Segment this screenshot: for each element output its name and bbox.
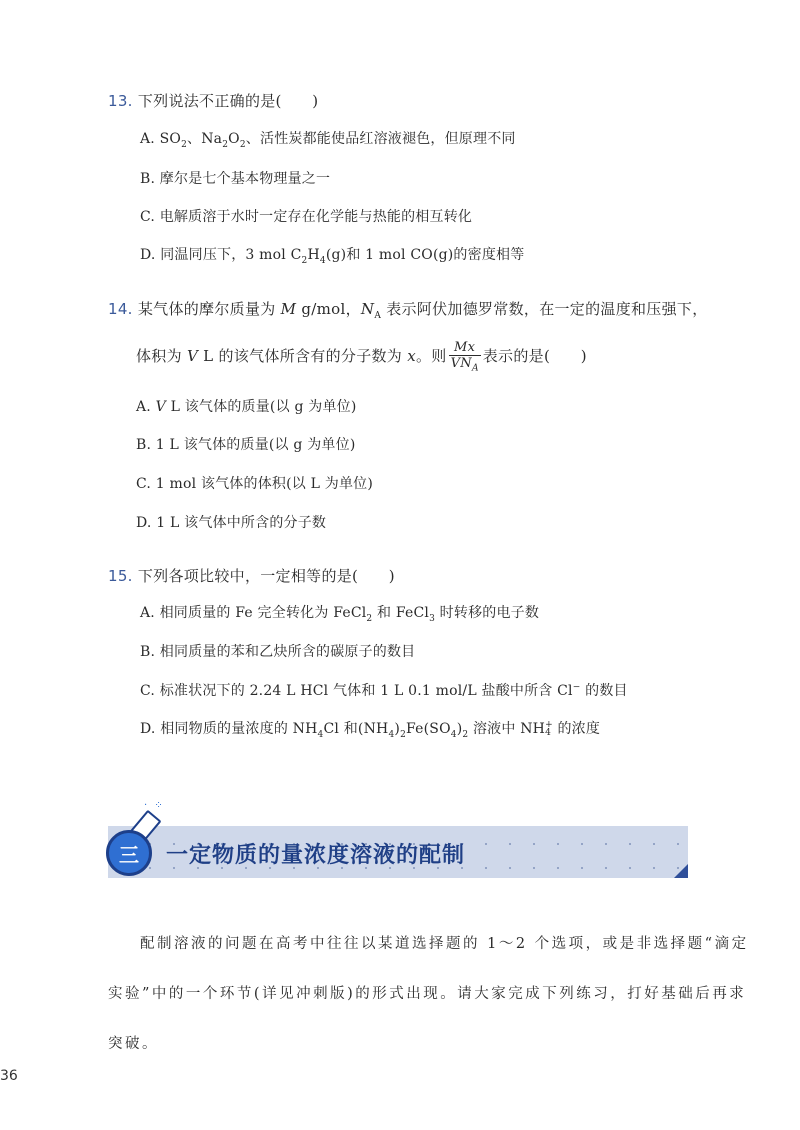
- q14-option-a: A. V L 该气体的质量(以 g 为单位): [136, 399, 357, 415]
- question-14-stem-line2: 体积为 V L 的该气体所含有的分子数为 x。则 $\frac{Mx}{VN_A}$ 表示的是( ): [136, 340, 587, 374]
- q13-option-a: A. $SO_2$、$Na_2O_2$、活性炭都能使品红溶液褪色，但原理不同: [140, 131, 516, 150]
- question-13-stem: 13. 下列说法不正确的是( ): [108, 92, 319, 110]
- intro-line-1: 配制溶液的问题在高考中往往以某道选择题的 1～2 个选项，或是非选择题“滴定: [140, 936, 749, 952]
- q14-option-d: D. 1 L 该气体中所含的分子数: [136, 515, 327, 531]
- page-number: 36: [0, 1068, 18, 1084]
- fraction-mx-over-vna: $\frac{Mx}{VN_A}$: [450, 340, 479, 374]
- q15-option-b: B. 相同质量的苯和乙炔所含的碳原子的数目: [140, 644, 416, 660]
- q14-option-c: C. 1 mol 该气体的体积(以 L 为单位): [136, 476, 374, 492]
- question-number: 15.: [108, 567, 133, 585]
- section-title: 一定物质的量浓度溶液的配制: [166, 843, 466, 868]
- q13-option-b: B. 摩尔是七个基本物理量之一: [140, 171, 331, 187]
- q13-option-c: C. 电解质溶于水时一定存在化学能与热能的相互转化: [140, 209, 473, 225]
- question-number: 13.: [108, 92, 133, 110]
- banner-corner-decoration: [674, 864, 688, 878]
- intro-line-3: 突破。: [108, 1036, 159, 1052]
- question-number: 14.: [108, 300, 133, 318]
- question-14-stem-line1: 14. 某气体的摩尔质量为 M g/mol，$N_A$ 表示阿伏加德罗常数，在一定的温度和压强下，: [108, 300, 708, 321]
- q13-option-d: D. 同温同压下，3 mol $C_2H_4(g)$和 1 mol CO(g)的密度相等: [140, 247, 525, 266]
- section-number-badge: 三: [119, 843, 139, 867]
- intro-line-2: 实验”中的一个环节(详见冲刺版)的形式出现。请大家完成下列练习，打好基础后再求: [108, 986, 747, 1002]
- q14-option-b: B. 1 L 该气体的质量(以 g 为单位): [136, 437, 356, 453]
- q15-option-a: A. 相同质量的 Fe 完全转化为 FeCl$_2$ 和 FeCl$_3$ 时转移的电子数: [140, 605, 540, 624]
- q15-option-c: C. 标准状况下的 2.24 L HCl 气体和 1 L 0.1 mol/L 盐酸中所含 Cl− 的数目: [140, 682, 628, 699]
- question-15-stem: 15. 下列各项比较中，一定相等的是( ): [108, 567, 395, 585]
- q15-option-d: D. 相同物质的量浓度的 $NH_4Cl$ 和$(NH_4)_2Fe(SO_4)_2$ 溶液中 NH + 4 的浓度: [140, 720, 601, 740]
- bubbles-icon: · ⁘: [144, 800, 165, 811]
